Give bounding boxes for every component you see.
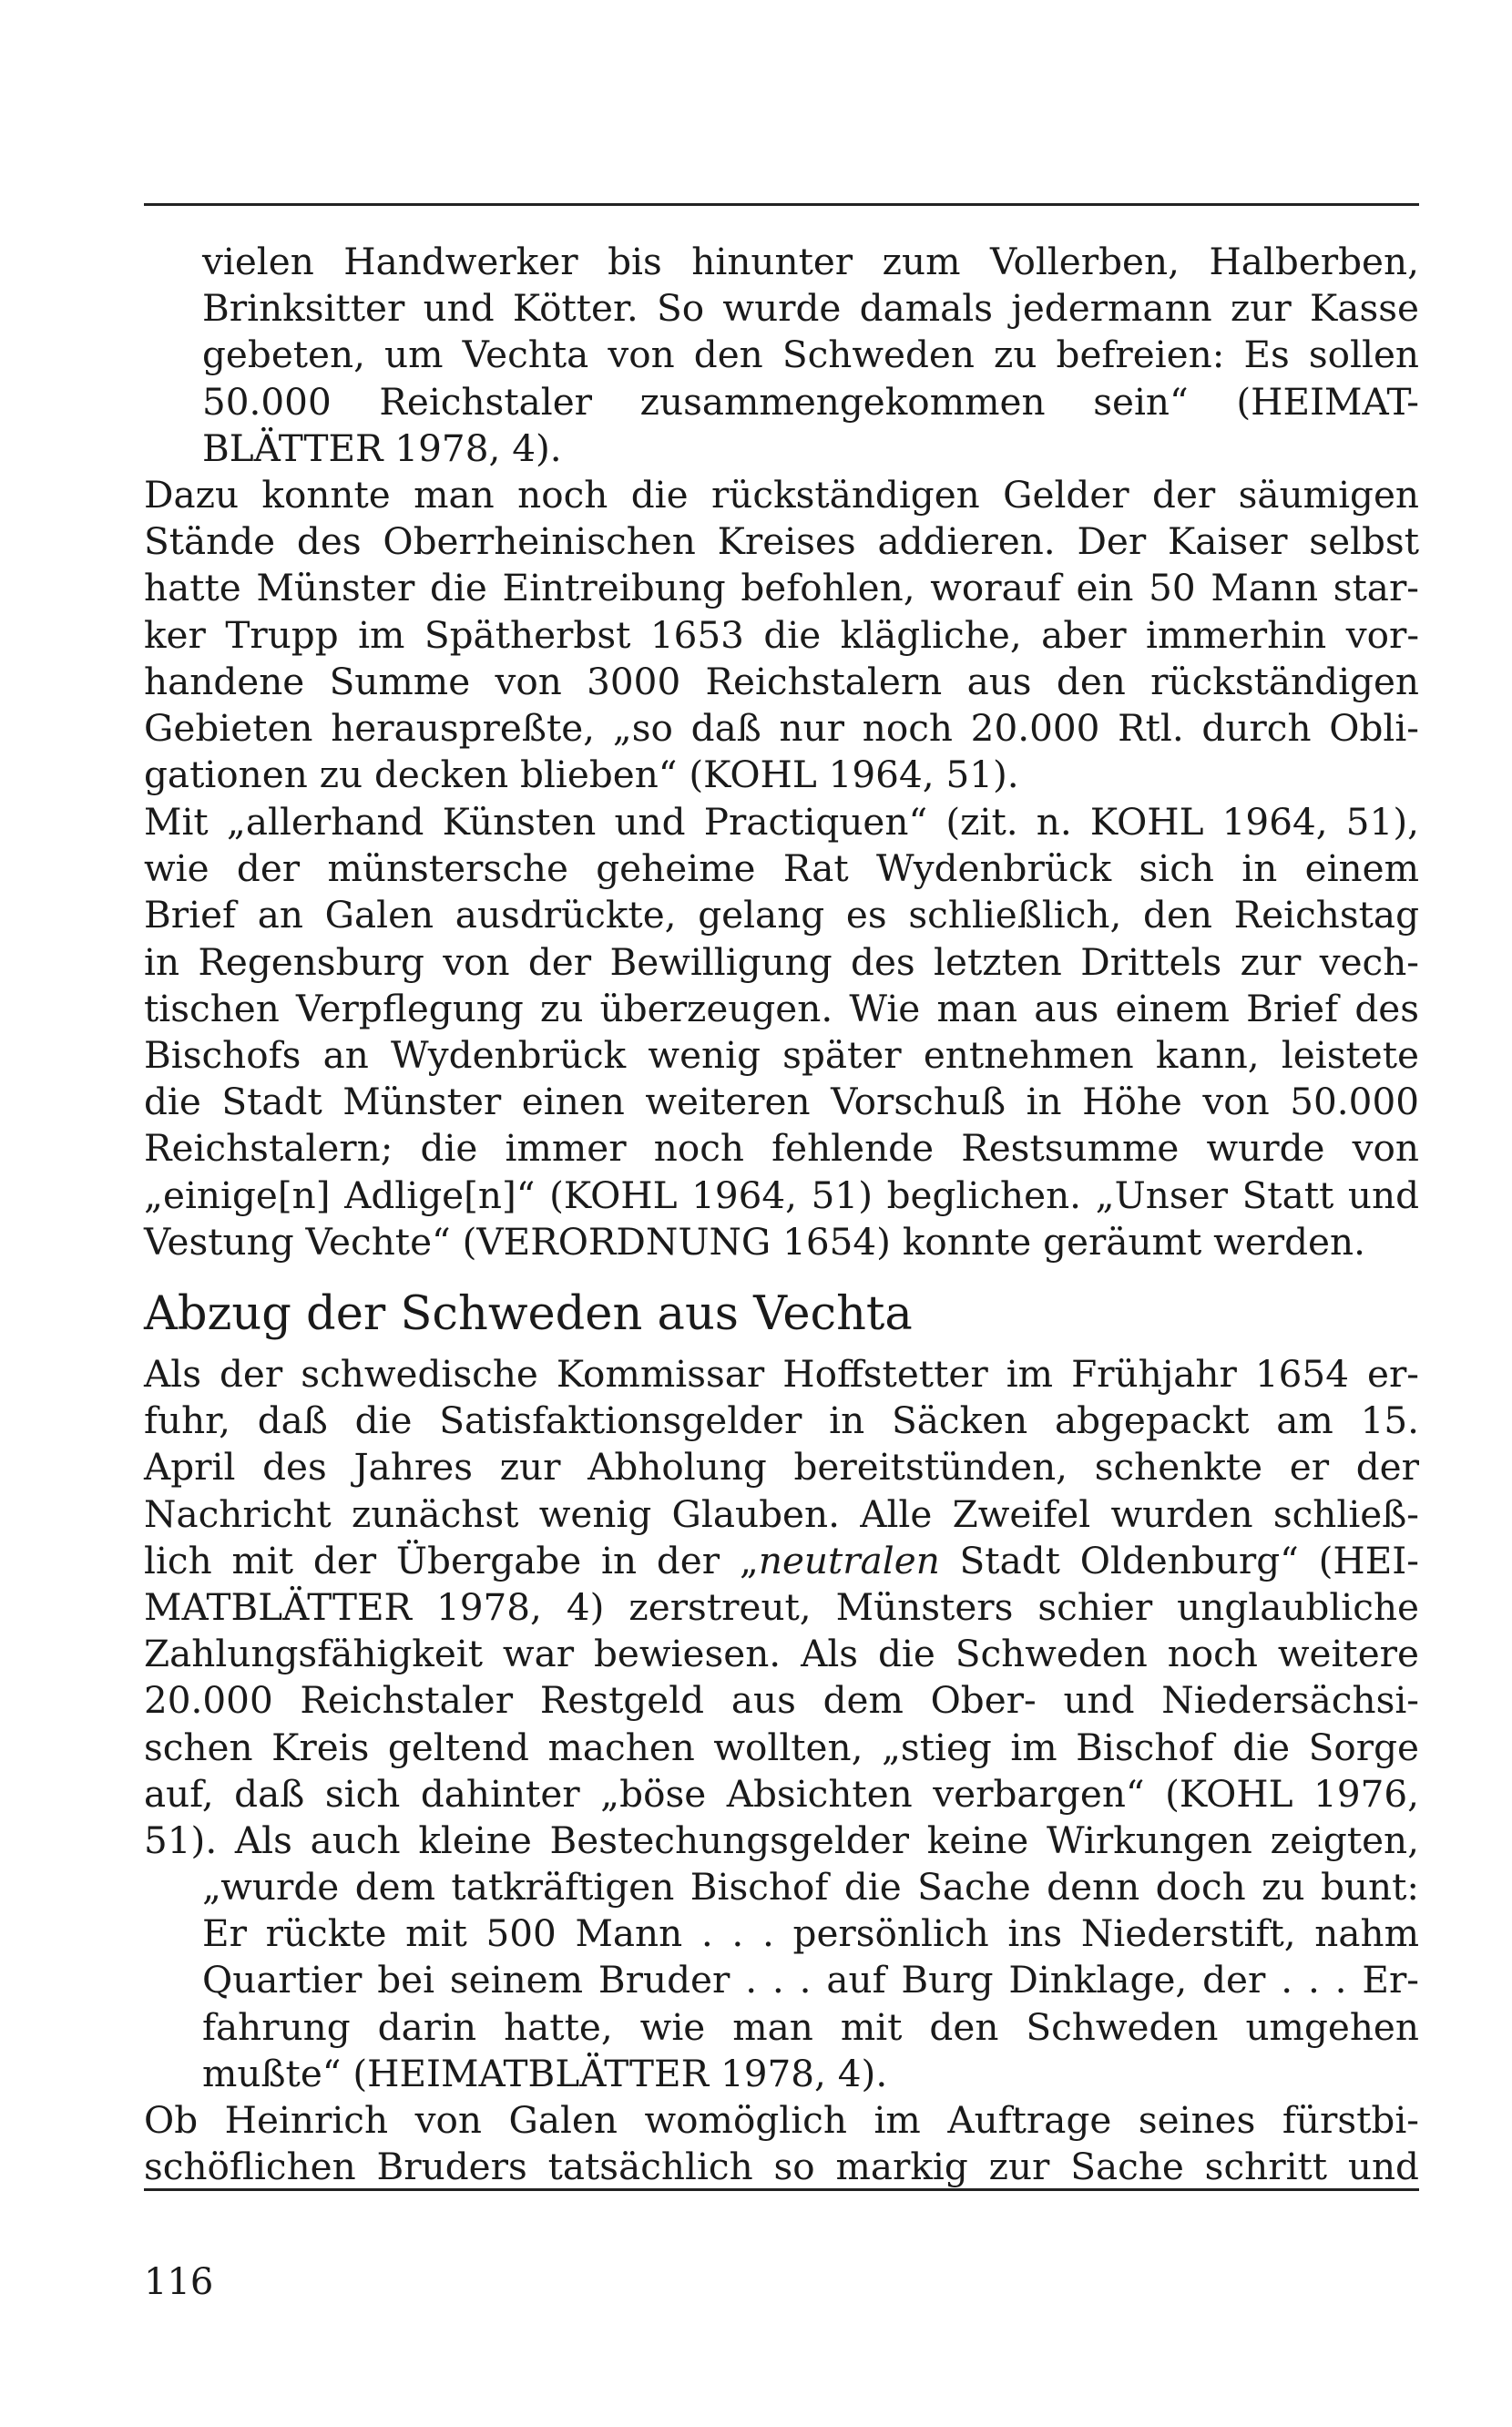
text-line: Brinksitter und Kötter. So wurde damals jedermann zur Kasse bbox=[202, 286, 1419, 331]
block-quote bbox=[144, 1864, 1419, 2097]
page-number: 116 bbox=[144, 2261, 214, 2303]
paragraph-heinrich bbox=[144, 2097, 1419, 2190]
text-line: die Stadt Münster einen weiteren Vorschuß in Höhe von 50.000 bbox=[144, 1080, 1419, 1124]
text-line: Mit „allerhand Künsten und Practiquen“ (zit. n. KOHL 1964, 51), bbox=[144, 800, 1419, 844]
text-line: gebeten, um Vechta von den Schweden zu befreien: Es sollen bbox=[202, 333, 1419, 377]
text-line: BLÄTTER 1978, 4). bbox=[202, 425, 562, 470]
text-line: wie der münstersche geheime Rat Wydenbrück sich in einem bbox=[144, 846, 1419, 891]
text-line: Zahlungsfähigkeit war bewiesen. Als die Schweden noch weitere bbox=[144, 1632, 1419, 1676]
text-line: mußte“ (HEIMATBLÄTTER 1978, 4). bbox=[202, 2051, 888, 2095]
text-line: „einige[n] Adlige[n]“ (KOHL 1964, 51) beglichen. „Unser Statt und bbox=[144, 1173, 1419, 1217]
text-line: Stände des Oberrheinischen Kreises addieren. Der Kaiser selbst bbox=[144, 519, 1419, 564]
paragraph-quote-continuation bbox=[144, 239, 1419, 472]
header-rule bbox=[144, 203, 1419, 206]
text-line: schöflichen Bruders tatsächlich so markig zur Sache schritt und bbox=[144, 2145, 1419, 2189]
paragraph-wydenbrueck bbox=[144, 799, 1419, 1265]
paragraph-abzug bbox=[144, 1351, 1419, 1864]
text-line: auf, daß sich dahinter „böse Absichten verbargen“ (KOHL 1976, bbox=[144, 1771, 1419, 1816]
text-line: Er rückte mit 500 Mann . . . persönlich ins Niederstift, nahm bbox=[202, 1911, 1419, 1956]
emphasis-neutralen: neutralen bbox=[758, 1538, 940, 1582]
text-line: Bischofs an Wydenbrück wenig später entnehmen kann, leistete bbox=[144, 1032, 1419, 1077]
text-line: vielen Handwerker bis hinunter zum Vollerben, Halberben, bbox=[202, 240, 1419, 283]
text-line: Dazu konnte man noch die rückständigen Gelder der säumigen bbox=[144, 473, 1419, 517]
text-line: Als der schwedische Kommissar Hoffstetter im Frühjahr 1654 er- bbox=[144, 1352, 1419, 1396]
text-line: Ob Heinrich von Galen womöglich im Auftrage seines fürstbi- bbox=[144, 2098, 1419, 2142]
text-line: hatte Münster die Eintreibung befohlen, worauf ein 50 Mann star- bbox=[144, 566, 1419, 610]
text-line: 51). Als auch kleine Bestechungsgelder keine Wirkungen zeigten, bbox=[144, 1818, 1419, 1862]
paragraph-oberrhein bbox=[144, 472, 1419, 798]
text-line: tischen Verpflegung zu überzeugen. Wie man aus einem Brief des bbox=[144, 986, 1419, 1030]
text-line: 50.000 Reichstaler zusammengekommen sein“ (HEIMAT- bbox=[202, 379, 1419, 424]
text-line: Vestung Vechte“ (VERORDNUNG 1654) konnte geräumt werden. bbox=[144, 1219, 1365, 1264]
text-line: MATBLÄTTER 1978, 4) zerstreut, Münsters schier unglaubliche bbox=[144, 1584, 1419, 1629]
text-line: Gebieten herauspreßte, „so daß nur noch 20.000 Rtl. durch Obli- bbox=[144, 705, 1419, 750]
text-line: Quartier bei seinem Bruder . . . auf Burg Dinklage, der . . . Er- bbox=[202, 1958, 1419, 2002]
text-line: fahrung darin hatte, wie man mit den Schweden umgehen bbox=[202, 2004, 1419, 2049]
footer-rule bbox=[144, 2188, 1419, 2191]
text-line: Brief an Galen ausdrückte, gelang es schließlich, den Reichstag bbox=[144, 893, 1419, 937]
text-line-with-emphasis bbox=[144, 1538, 1419, 1584]
text-line: schen Kreis geltend machen wollten, „stieg im Bischof die Sorge bbox=[144, 1725, 1419, 1769]
text-line: in Regensburg von der Bewilligung des letzten Drittels zur vech- bbox=[144, 939, 1419, 984]
text-line: 20.000 Reichstaler Restgeld aus dem Ober- und Niedersächsi- bbox=[144, 1678, 1419, 1723]
text-line: fuhr, daß die Satisfaktionsgelder in Säcken abgepackt am 15. bbox=[144, 1398, 1419, 1443]
text-line: handene Summe von 3000 Reichstalern aus den rückständigen bbox=[144, 659, 1419, 703]
text-segment: lich mit der Übergabe in der „ bbox=[144, 1538, 759, 1582]
section-heading: Abzug der Schweden aus Vechta bbox=[144, 1287, 913, 1341]
text-line: „wurde dem tatkräftigen Bischof die Sache denn doch zu bunt: bbox=[202, 1865, 1419, 1909]
text-line: April des Jahres zur Abholung bereitstünden, schenkte er der bbox=[144, 1445, 1419, 1490]
text-line: ker Trupp im Spätherbst 1653 die klägliche, aber immerhin vor- bbox=[144, 612, 1419, 657]
text-segment: Stadt Oldenburg“ (HEI- bbox=[939, 1538, 1419, 1582]
text-line: Nachricht zunächst wenig Glauben. Alle Zweifel wurden schließ- bbox=[144, 1491, 1419, 1536]
text-line: Reichstalern; die immer noch fehlende Restsumme wurde von bbox=[144, 1126, 1419, 1171]
text-line: gationen zu decken blieben“ (KOHL 1964, 51). bbox=[144, 753, 1019, 797]
